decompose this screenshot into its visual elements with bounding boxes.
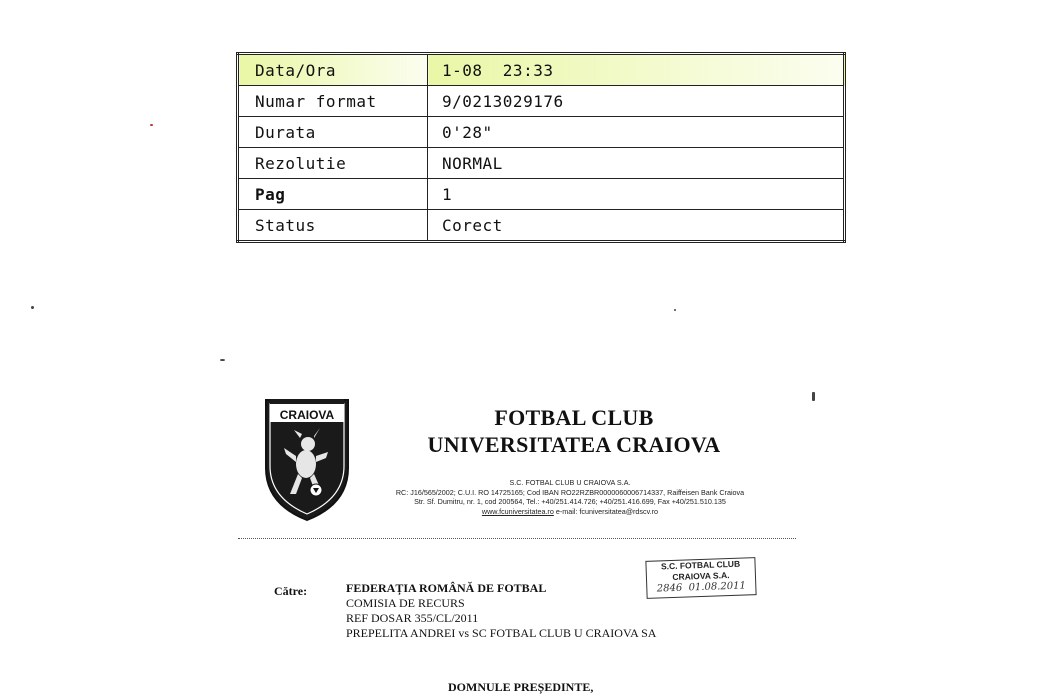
fax-label-duration: Durata	[238, 117, 428, 148]
company-web-line	[360, 507, 780, 517]
letterhead-separator	[238, 538, 796, 539]
fax-row-date-time	[238, 54, 845, 86]
company-details	[360, 478, 780, 516]
club-crest-logo	[264, 398, 350, 522]
club-name-line-1: FOTBAL CLUB	[494, 405, 654, 430]
letter-salutation: DOMNULE PREȘEDINTE,	[448, 680, 594, 694]
recipient-line-1: FEDERAȚIA ROMÂNĂ DE FOTBAL	[346, 581, 547, 595]
company-registration-line: RC: J16/565/2002; C.U.I. RO 14725165; Cod IBAN RO22RZBR0000060006714337, Raiffeisen Bank Craiova	[395, 487, 745, 497]
fax-value-duration: 0'28"	[428, 117, 845, 148]
svg-text:CRAIOVA: CRAIOVA	[279, 408, 335, 422]
recipient-label: Către:	[274, 584, 308, 598]
company-website: www.fcuniversitatea.ro	[481, 506, 554, 516]
fax-row-pages	[238, 179, 845, 210]
fax-value-pages: 1	[428, 179, 845, 210]
recipient-address-block	[346, 581, 656, 641]
fax-label-resolution: Rezolutie	[238, 148, 428, 179]
club-name-heading	[390, 404, 758, 458]
fax-row-duration	[238, 117, 845, 148]
fax-transmission-report	[236, 52, 846, 243]
fax-label-status: Status	[238, 210, 428, 242]
stamp-handwritten-number: 2846 01.08.2011	[656, 580, 747, 595]
fax-label-pages: Pag	[238, 179, 428, 210]
scan-speck	[674, 309, 676, 311]
fax-value-date-time: 1-08 23:33	[428, 54, 845, 86]
company-name: S.C. FOTBAL CLUB U CRAIOVA S.A.	[509, 478, 631, 487]
company-email: e-mail: fcuniversitatea@rdscv.ro	[555, 506, 659, 516]
fax-row-resolution	[238, 148, 845, 179]
fax-label-date-time: Data/Ora	[238, 54, 428, 86]
recipient-line-4: PREPELITA ANDREI vs SC FOTBAL CLUB U CRAIOVA SA	[346, 626, 657, 640]
stamp-line-1: S.C. FOTBAL CLUB	[660, 558, 741, 572]
stamp-line-2: CRAIOVA S.A.	[672, 570, 730, 582]
club-name-line-2: UNIVERSITATEA CRAIOVA	[427, 432, 721, 457]
recipient-line-2: COMISIA DE RECURS	[346, 596, 465, 610]
scan-speck	[812, 392, 815, 401]
scan-speck	[150, 124, 153, 126]
recipient-line-3: REF DOSAR 355/CL/2011	[346, 611, 479, 625]
fax-value-status: Corect	[428, 210, 845, 242]
fax-value-number-dialed: 9/0213029176	[428, 86, 845, 117]
fax-value-resolution: NORMAL	[428, 148, 845, 179]
fax-row-number-dialed	[238, 86, 845, 117]
scan-speck	[31, 306, 34, 309]
fax-row-status	[238, 210, 845, 242]
fax-label-number-dialed: Numar format	[238, 86, 428, 117]
scan-speck	[220, 359, 225, 361]
registration-stamp	[645, 557, 756, 599]
company-address-line: Str. Sf. Dumitru, nr. 1, cod 200564, Tel.: +40/251.414.726; +40/251.416.699, Fax +40/251.510.135	[414, 497, 726, 507]
